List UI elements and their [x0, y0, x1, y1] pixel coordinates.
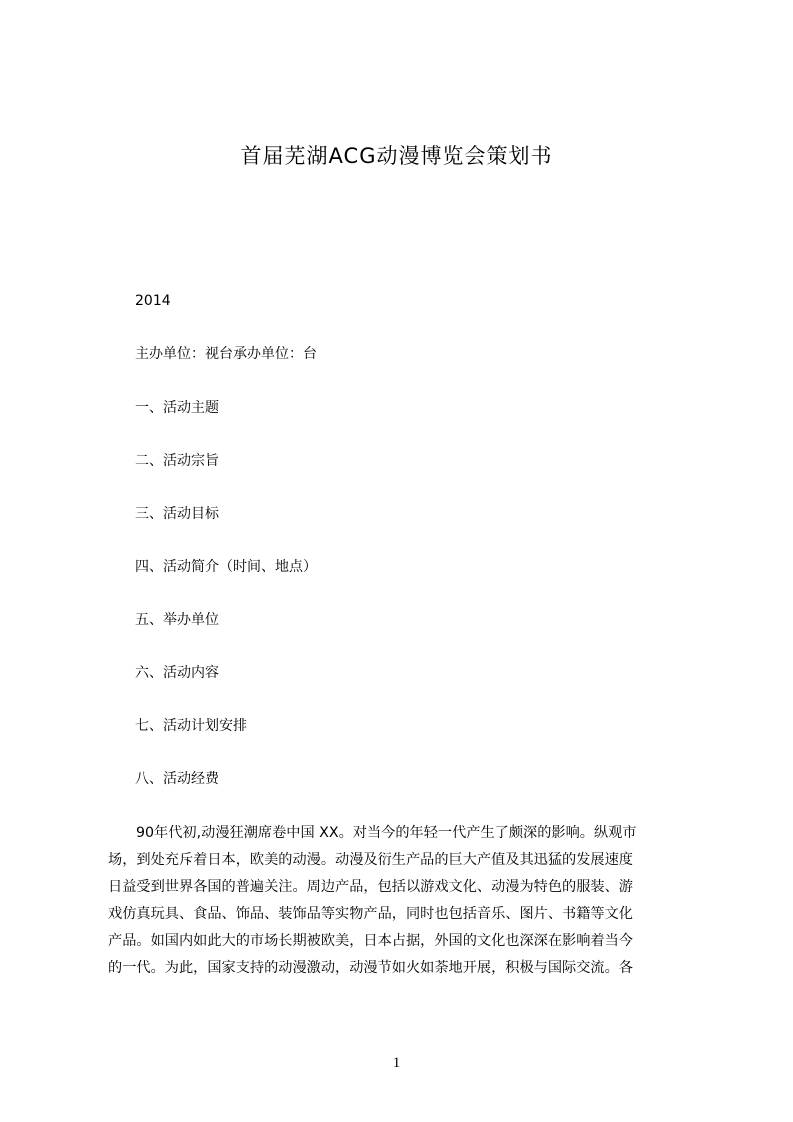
paragraph-line: 的一代。为此，国家支持的动漫激动，动漫节如火如荼地开展，积极与国际交流。各 — [108, 960, 633, 976]
paragraph-line: 产品。如国内如此大的市场长期被欧美，日本占据，外国的文化也深深在影响着当今 — [108, 933, 633, 949]
outline-item-3: 三、活动目标 — [135, 506, 219, 522]
outline-item-1: 一、活动主题 — [135, 400, 219, 416]
organizer-line: 主办单位：视台承办单位：台 — [135, 346, 317, 362]
paragraph-line: 90年代初,动漫狂潮席卷中国 XX。对当今的年轻一代产生了颇深的影响。纵观市 — [136, 825, 637, 841]
outline-item-4: 四、活动简介（时间、地点） — [135, 559, 317, 575]
outline-item-2: 二、活动宗旨 — [135, 453, 219, 469]
document-title: 首届芜湖ACG动漫博览会策划书 — [240, 144, 553, 168]
outline-item-7: 七、活动计划安排 — [135, 718, 247, 734]
paragraph-line: 场，到处充斥着日本，欧美的动漫。动漫及衍生产品的巨大产值及其迅猛的发展速度 — [108, 852, 633, 868]
outline-item-8: 八、活动经费 — [135, 771, 219, 787]
outline-item-5: 五、举办单位 — [135, 612, 219, 628]
paragraph-line: 日益受到世界各国的普遍关注。周边产品，包括以游戏文化、动漫为特色的服装、游 — [108, 879, 633, 895]
body-paragraph — [108, 820, 688, 982]
page-number: 1 — [392, 1055, 401, 1071]
year-line: 2014 — [135, 293, 171, 309]
paragraph-line: 戏仿真玩具、食品、饰品、装饰品等实物产品，同时也包括音乐、图片、书籍等文化 — [108, 906, 633, 922]
outline-item-6: 六、活动内容 — [135, 665, 219, 681]
